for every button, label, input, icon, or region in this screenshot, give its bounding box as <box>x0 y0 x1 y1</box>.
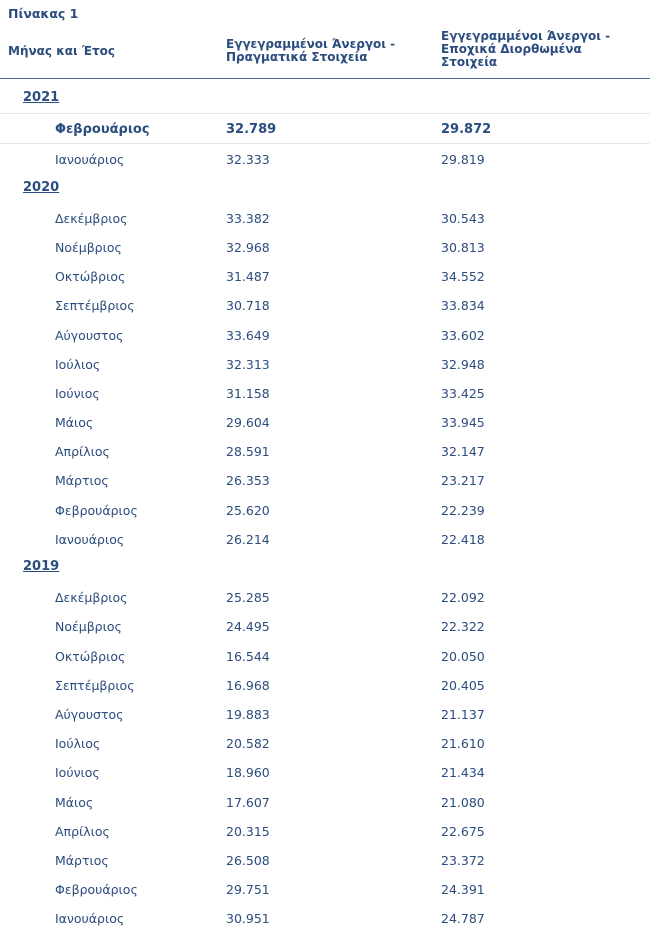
table-body <box>0 84 650 932</box>
month-cell: Νοέμβριος <box>55 239 122 255</box>
table-row <box>0 290 650 319</box>
actual-cell: 33.382 <box>226 210 270 226</box>
table-row <box>0 378 650 407</box>
seasonal-cell: 33.945 <box>441 415 485 431</box>
actual-cell: 29.751 <box>226 882 270 898</box>
year-label: 2021 <box>23 90 60 105</box>
actual-cell: 26.508 <box>226 852 270 868</box>
actual-cell: 32.789 <box>226 122 277 138</box>
month-cell: Δεκέμβριος <box>55 590 128 606</box>
table-row <box>0 349 650 378</box>
table-row <box>0 816 650 845</box>
table-row <box>0 699 650 728</box>
seasonal-cell: 33.425 <box>441 385 485 401</box>
actual-cell: 32.313 <box>226 356 270 372</box>
seasonal-cell: 20.405 <box>441 677 485 693</box>
actual-cell: 33.649 <box>226 327 270 343</box>
header-divider <box>0 78 650 79</box>
table-row <box>0 495 650 524</box>
actual-cell: 24.495 <box>226 619 270 635</box>
actual-cell: 31.158 <box>226 385 270 401</box>
seasonal-cell: 30.543 <box>441 210 485 226</box>
actual-cell: 26.353 <box>226 473 270 489</box>
month-cell: Σεπτέμβριος <box>55 677 135 693</box>
actual-cell: 20.582 <box>226 736 270 752</box>
seasonal-cell: 33.834 <box>441 298 485 314</box>
seasonal-cell: 22.675 <box>441 823 485 839</box>
month-cell: Δεκέμβριος <box>55 210 128 226</box>
month-cell: Απρίλιος <box>55 444 110 460</box>
actual-cell: 32.968 <box>226 239 270 255</box>
month-cell: Νοέμβριος <box>55 619 122 635</box>
actual-cell: 25.620 <box>226 502 270 518</box>
month-cell: Φεβρουάριος <box>55 882 138 898</box>
seasonal-cell: 21.080 <box>441 794 485 810</box>
seasonal-cell: 22.418 <box>441 531 485 547</box>
table-row <box>0 232 650 261</box>
actual-cell: 28.591 <box>226 444 270 460</box>
table-row <box>0 436 650 465</box>
table-row <box>0 261 650 290</box>
table-row <box>0 582 650 611</box>
year-row <box>0 84 650 114</box>
table-row <box>0 845 650 874</box>
month-cell: Ιανουάριος <box>55 911 125 927</box>
table-row <box>0 728 650 757</box>
seasonal-cell: 22.322 <box>441 619 485 635</box>
month-cell: Μάρτιος <box>55 473 109 489</box>
table-header <box>0 28 650 78</box>
table-row <box>0 641 650 670</box>
month-cell: Απρίλιος <box>55 823 110 839</box>
table-row <box>0 757 650 786</box>
actual-cell: 16.544 <box>226 648 270 664</box>
table-title: Πίνακας 1 <box>8 6 79 21</box>
table-row <box>0 465 650 494</box>
year-row <box>0 553 650 582</box>
month-cell: Μάιος <box>55 415 94 431</box>
actual-cell: 31.487 <box>226 269 270 285</box>
actual-cell: 18.960 <box>226 765 270 781</box>
actual-cell: 17.607 <box>226 794 270 810</box>
header-actual: Εγγεγραμμένοι Άνεργοι - Πραγματικά Στοιχεία <box>226 37 396 64</box>
month-cell: Φεβρουάριος <box>55 502 138 518</box>
actual-cell: 25.285 <box>226 590 270 606</box>
month-cell: Ιούλιος <box>55 356 101 372</box>
month-cell: Οκτώβριος <box>55 269 126 285</box>
table-row <box>0 670 650 699</box>
table-row <box>0 903 650 932</box>
month-cell: Ιούνιος <box>55 385 100 401</box>
actual-cell: 30.718 <box>226 298 270 314</box>
month-cell: Ιούνιος <box>55 765 100 781</box>
seasonal-cell: 22.239 <box>441 502 485 518</box>
month-cell: Αύγουστος <box>55 327 124 343</box>
seasonal-cell: 33.602 <box>441 327 485 343</box>
actual-cell: 32.333 <box>226 152 270 168</box>
table-row <box>0 611 650 640</box>
seasonal-cell: 32.147 <box>441 444 485 460</box>
month-cell: Φεβρουάριος <box>55 122 150 138</box>
month-cell: Οκτώβριος <box>55 648 126 664</box>
seasonal-cell: 21.434 <box>441 765 485 781</box>
month-cell: Ιανουάριος <box>55 531 125 547</box>
year-label: 2020 <box>23 179 60 195</box>
month-cell: Ιανουάριος <box>55 152 125 168</box>
actual-cell: 29.604 <box>226 415 270 431</box>
seasonal-cell: 23.217 <box>441 473 485 489</box>
month-cell: Μάρτιος <box>55 852 109 868</box>
month-cell: Σεπτέμβριος <box>55 298 135 314</box>
header-month-year: Μήνας και Έτος <box>8 44 115 58</box>
month-cell: Μάιος <box>55 794 94 810</box>
actual-cell: 16.968 <box>226 677 270 693</box>
seasonal-cell: 24.787 <box>441 911 485 927</box>
table-row <box>0 114 650 144</box>
actual-cell: 20.315 <box>226 823 270 839</box>
seasonal-cell: 34.552 <box>441 269 485 285</box>
table-row <box>0 144 650 173</box>
seasonal-cell: 29.819 <box>441 152 485 168</box>
month-cell: Ιούλιος <box>55 736 101 752</box>
header-seasonal: Εγγεγραμμένοι Άνεργοι - Εποχικά Διορθωμένα Στοιχεία <box>441 29 611 69</box>
seasonal-cell: 21.610 <box>441 736 485 752</box>
year-row <box>0 174 650 203</box>
table-row <box>0 407 650 436</box>
table-row <box>0 874 650 903</box>
actual-cell: 30.951 <box>226 911 270 927</box>
actual-cell: 19.883 <box>226 706 270 722</box>
table-row <box>0 203 650 232</box>
seasonal-cell: 32.948 <box>441 356 485 372</box>
month-cell: Αύγουστος <box>55 706 124 722</box>
seasonal-cell: 21.137 <box>441 706 485 722</box>
year-label: 2019 <box>23 559 60 574</box>
seasonal-cell: 24.391 <box>441 882 485 898</box>
seasonal-cell: 30.813 <box>441 239 485 255</box>
seasonal-cell: 20.050 <box>441 648 485 664</box>
seasonal-cell: 22.092 <box>441 590 485 606</box>
seasonal-cell: 29.872 <box>441 122 492 138</box>
seasonal-cell: 23.372 <box>441 852 485 868</box>
table-row <box>0 524 650 553</box>
table-row <box>0 320 650 349</box>
actual-cell: 26.214 <box>226 531 270 547</box>
table-row <box>0 787 650 816</box>
